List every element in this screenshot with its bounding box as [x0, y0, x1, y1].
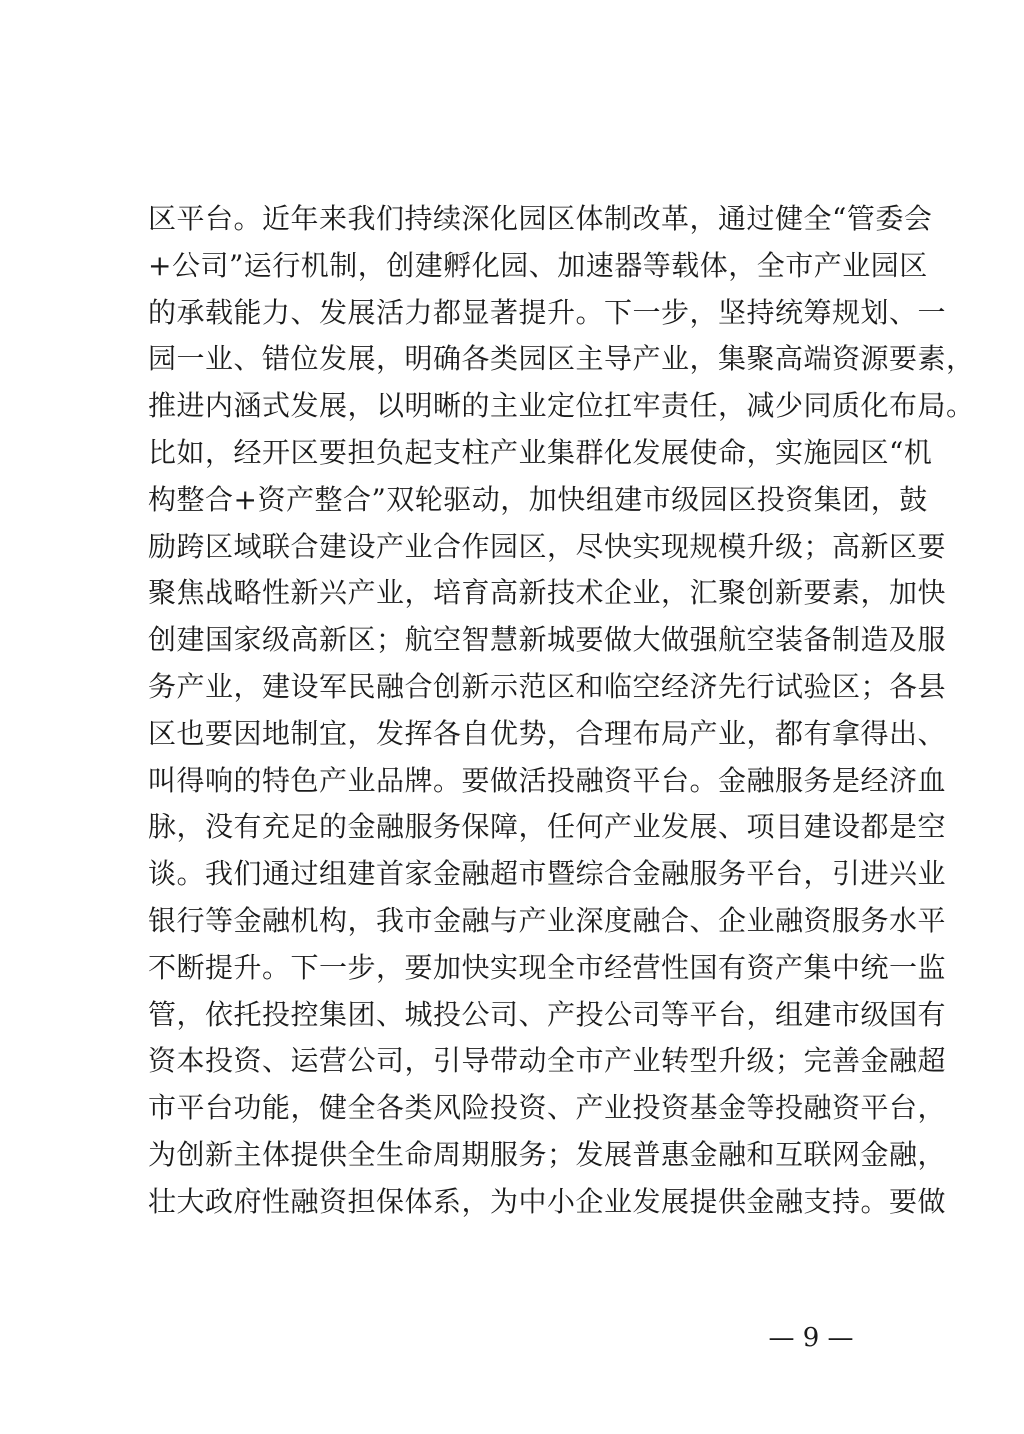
text-line: 务产业，建设军民融合创新示范区和临空经济先行试验区；各县 [148, 669, 947, 703]
text-line: 管，依托投控集团、城投公司、产投公司等平台，组建市级国有 [148, 997, 947, 1031]
text-line: 不断提升。下一步，要加快实现全市经营性国有资产集中统一监 [148, 950, 947, 984]
text-line: 励跨区域联合建设产业合作园区，尽快实现规模升级；高新区要 [148, 529, 947, 563]
text-line: 聚焦战略性新兴产业，培育高新技术企业，汇聚创新要素，加快 [148, 576, 947, 610]
text-line: 区也要因地制宜，发挥各自优势，合理布局产业，都有拿得出、 [148, 716, 947, 750]
text-line: 市平台功能，健全各类风险投资、产业投资基金等投融资平台， [148, 1091, 947, 1125]
text-line: +公司”运行机制，创建孵化园、加速器等载体，全市产业园区 [148, 248, 928, 282]
text-line: 谈。我们通过组建首家金融超市暨综合金融服务平台，引进兴业 [148, 857, 947, 891]
text-line: 为创新主体提供全生命周期服务；发展普惠金融和互联网金融， [148, 1137, 947, 1171]
text-line: 脉，没有充足的金融服务保障，任何产业发展、项目建设都是空 [148, 810, 947, 844]
text-line: 壮大政府性融资担保体系，为中小企业发展提供金融支持。要做 [148, 1184, 947, 1218]
text-line: 叫得响的特色产业品牌。要做活投融资平台。金融服务是经济血 [148, 763, 947, 797]
text-line: 构整合+资产整合”双轮驱动，加快组建市级园区投资集团，鼓 [148, 482, 928, 516]
text-line: 资本投资、运营公司，引导带动全市产业转型升级；完善金融超 [148, 1044, 947, 1078]
text-line: 的承载能力、发展活力都显著提升。下一步，坚持统筹规划、一 [148, 295, 947, 329]
text-line: 推进内涵式发展，以明晰的主业定位扛牢责任，减少同质化布局。 [148, 389, 975, 423]
page-number: — 9 — [768, 1323, 854, 1353]
text-line: 银行等金融机构，我市金融与产业深度融合、企业融资服务水平 [148, 903, 947, 937]
text-line: 区平台。近年来我们持续深化园区体制改革，通过健全“管委会 [148, 202, 933, 235]
text-line: 园一业、错位发展，明确各类园区主导产业，集聚高端资源要素， [148, 342, 975, 376]
text-line: 比如，经开区要担负起支柱产业集群化发展使命，实施园区“机 [148, 435, 933, 469]
text-line: 创建国家级高新区；航空智慧新城要做大做强航空装备制造及服 [148, 623, 947, 657]
body-text [148, 196, 975, 1226]
